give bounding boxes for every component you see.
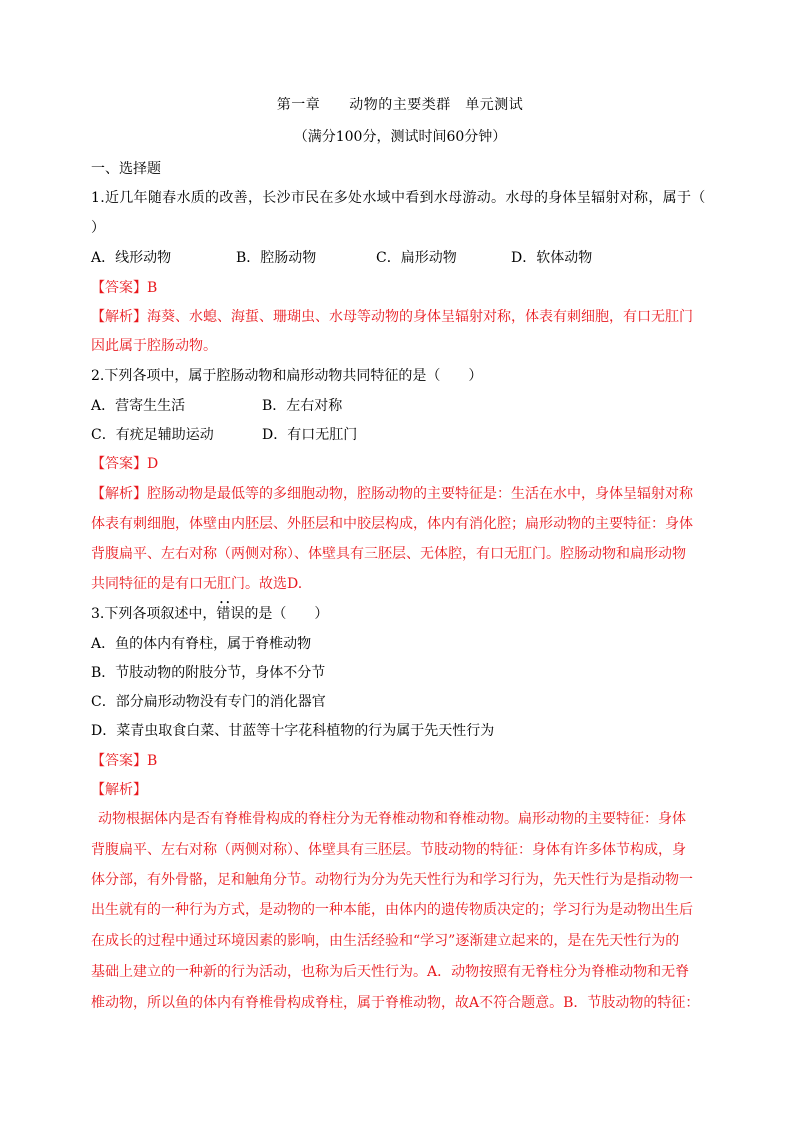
q1-option-d: D．软体动物 <box>511 250 593 266</box>
q1-answer: 【答案】B <box>91 280 158 296</box>
q3-analysis-line-6: 基础上建立的一种新的行为活动，也称为后天性行为。A．动物按照有无脊柱分为脊椎动物和无脊 <box>91 964 690 980</box>
q3-option-d: D．菜青虫取食白菜、甘蓝等十字花科植物的行为属于先天性行为 <box>91 723 495 739</box>
q3-analysis-label: 【解析】 <box>91 782 147 798</box>
q1-analysis-line-1: 【解析】海葵、水螅、海蜇、珊瑚虫、水母等动物的身体呈辐射对称，体表有刺细胞，有口无肛门 <box>91 309 693 325</box>
q1-analysis-line-2: 因此属于腔肠动物。 <box>91 338 217 354</box>
q3-stem-prefix: 3.下列各项叙述中， <box>91 606 217 622</box>
q3-analysis-line-1: 动物根据体内是否有脊椎骨构成的脊柱分为无脊椎动物和脊椎动物。扁形动物的主要特征：身体 <box>98 811 686 827</box>
doc-subtitle: （满分100分，测试时间60分钟） <box>293 129 507 145</box>
section-heading: 一、选择题 <box>91 161 161 177</box>
q1-option-c: C．扁形动物 <box>376 250 457 266</box>
q3-option-b: B．节肢动物的附肢分节，身体不分节 <box>91 665 326 681</box>
q2-analysis-line-4: 共同特征的是有口无肛门。故选D. <box>91 576 303 592</box>
q3-analysis-line-2: 背腹扁平、左右对称（两侧对称）、体壁具有三胚层。节肢动物的特征：身体有许多体节构成，身 <box>91 842 686 858</box>
q2-option-b: B．左右对称 <box>262 398 343 414</box>
q2-answer: 【答案】D <box>91 456 159 472</box>
question-3-stem <box>91 604 328 624</box>
question-1-stem: 1.近几年随春水质的改善，长沙市民在多处水域中看到水母游动。水母的身体呈辐射对称，属于（ <box>91 190 706 206</box>
q2-analysis-line-2: 体表有刺细胞，体壁由内胚层、外胚层和中胶层构成，体内有消化腔；扁形动物的主要特征：身体 <box>91 516 693 532</box>
q3-stem-suffix: 的是（ ） <box>244 606 329 622</box>
q3-option-c: C．部分扁形动物没有专门的消化器官 <box>91 694 326 710</box>
doc-title: 第一章 动物的主要类群 单元测试 <box>276 97 524 113</box>
q2-analysis-line-1: 【解析】腔肠动物是最低等的多细胞动物，腔肠动物的主要特征是：生活在水中，身体呈辐射对称 <box>91 486 693 502</box>
q2-analysis-line-3: 背腹扁平、左右对称（两侧对称）、体壁具有三胚层、无体腔，有口无肛门。腔肠动物和扁形动物 <box>91 546 686 562</box>
q1-option-b: B．腔肠动物 <box>236 250 317 266</box>
q3-answer: 【答案】B <box>91 753 158 769</box>
q3-analysis-line-5: 在成长的过程中通过环境因素的影响，由生活经验和“学习”逐渐建立起来的，是在先天性行为的 <box>91 933 680 949</box>
q2-option-c: C．有疣足辅助运动 <box>91 427 214 443</box>
q1-option-a: A．线形动物 <box>91 250 172 266</box>
q2-option-a: A．营寄生生活 <box>91 398 186 414</box>
question-2-stem: 2.下列各项中，属于腔肠动物和扁形动物共同特征的是（ ） <box>91 368 483 384</box>
q3-option-a: A．鱼的体内有脊柱，属于脊椎动物 <box>91 636 312 652</box>
q3-stem-emphasis: • • 错误 <box>216 604 244 624</box>
q3-analysis-line-7: 椎动物，所以鱼的体内有脊椎骨构成脊柱，属于脊椎动物，故A不符合题意。B．节肢动物的特征： <box>91 995 700 1011</box>
q3-analysis-line-3: 体分部，有外骨骼，足和触角分节。动物行为分为先天性行为和学习行为，先天性行为是指动物一 <box>91 872 693 888</box>
q3-analysis-line-4: 出生就有的一种行为方式，是动物的一种本能，由体内的遗传物质决定的；学习行为是动物出生后 <box>91 902 693 918</box>
question-1-stem-cont: ） <box>91 220 105 236</box>
q2-option-d: D．有口无肛门 <box>262 427 358 443</box>
